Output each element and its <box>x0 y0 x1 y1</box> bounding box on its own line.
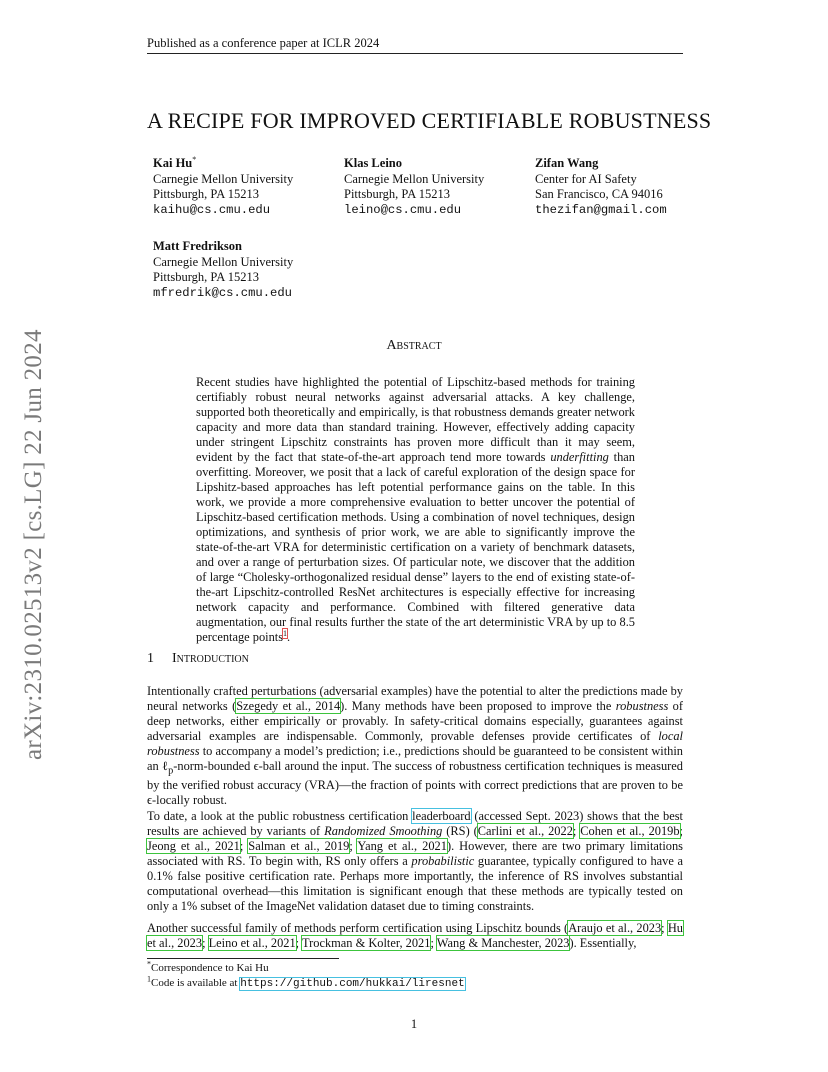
section-heading <box>147 651 249 667</box>
author-name: Kai Hu <box>153 156 193 170</box>
author-footnote-mark: * <box>192 154 197 164</box>
footnote-link[interactable]: 1 <box>283 628 288 638</box>
footnote-mark: 1 <box>147 974 151 984</box>
paper-title <box>147 108 711 134</box>
author-block <box>153 156 293 218</box>
citation-link[interactable]: Salman et al., 2019 <box>248 839 350 853</box>
intro-paragraph: Another successful family of methods perform certification using Lipschitz bounds (Araujo et al., 2023; Hu et al., 2023; Leino et al., 2021; Trockman & Kolter, 2021; Wang & Manchester, 2023). Essentially, <box>147 921 684 950</box>
title-part: ERTIFIABLE <box>436 108 569 133</box>
title-part: ECIPE FOR <box>182 108 300 133</box>
intro-paragraph <box>147 684 683 808</box>
para-text: (accessed Sept. 2023) shows that the best results are achieved by variants of <box>147 809 684 838</box>
para-text: (RS) ( <box>442 824 478 838</box>
citation-link[interactable]: Cohen et al., 2019b <box>580 824 680 838</box>
footnote <box>147 959 269 975</box>
footnote-mark: * <box>147 959 151 969</box>
author-name: Zifan Wang <box>535 156 599 170</box>
para-emphasis: probabilistic <box>411 854 475 868</box>
title-part: A <box>147 108 162 133</box>
author-affiliation: Center for AI Safety <box>535 171 637 186</box>
author-name: Klas Leino <box>344 156 402 170</box>
author-affiliation: Carnegie Mellon University <box>344 171 485 186</box>
author-name: Matt Fredrikson <box>153 239 242 253</box>
author-affiliation: Carnegie Mellon University <box>153 254 294 269</box>
para-text: To date, a look at the public robustness certification <box>147 809 413 823</box>
para-subscript: p <box>168 765 174 777</box>
para-text: to accompany a model’s prediction; i.e., predictions should be guaranteed to be consistent within an ℓ <box>147 744 683 773</box>
citation-link[interactable]: Wang & Manchester, 2023 <box>436 936 570 950</box>
author-block <box>535 156 667 218</box>
title-part: C <box>421 108 437 133</box>
intro-paragraph: To date, a look at the public robustness certification leaderboard (accessed Sept. 2023) shows that the best results are achieved by variants of Randomized Smoothing (RS) (Carlini et al., 2022; Cohen et al., 2019b; Jeong et al., 2021; Salman et al., 2019; Yang et al., 2021). However, there are two primary limitations associated with RS. To begin with, RS only offers a probabilistic guarantee, typically configured to have a 0.1% false positive certification rate. Perhaps more importantly, the inference of RS involves substantial computational overhead—this limitation is significant enough that these methods are typically tested on only a 1% subset of the ImageNet validation dataset due to timing constraints. <box>147 809 684 913</box>
para-text: ). Essentially, <box>569 936 637 950</box>
section-title: Introduction <box>172 651 249 666</box>
title-part: MPROVED <box>306 108 422 133</box>
author-block <box>153 239 293 301</box>
abstract-text: . <box>287 630 291 644</box>
header-rule <box>147 53 683 54</box>
footnote-rule <box>147 958 339 959</box>
author-email: leino@cs.cmu.edu <box>344 202 462 217</box>
author-email: kaihu@cs.cmu.edu <box>153 202 271 217</box>
para-text: guarantee, typically configured to have a 0.1% false positive certification rate. Perhaps more importantly, the inference of RS involves substantial computational overhead—this limitation is significant enough that these methods are typically tested on only a 1% subset of the ImageNet validation dataset due to timing constraints. <box>147 854 683 913</box>
para-emphasis: local robustness <box>147 729 683 758</box>
citation-link[interactable]: Trockman & Kolter, 2021 <box>302 936 431 950</box>
abstract-body <box>196 375 635 645</box>
citation-link[interactable]: Yang et al., 2021 <box>357 839 447 853</box>
arxiv-identifier: arXiv:2310.02513v2 [cs.LG] 22 Jun 2024 <box>20 329 47 760</box>
author-email: thezifan@gmail.com <box>535 202 667 217</box>
page-number: 1 <box>410 1017 418 1031</box>
title-part: OBUSTNESS <box>583 108 712 133</box>
para-text: Another successful family of methods perform certification using Lipschitz bounds ( <box>147 921 569 935</box>
citation-link[interactable]: Hu et al., 2023 <box>147 921 684 950</box>
author-address: Pittsburgh, PA 15213 <box>344 187 450 201</box>
author-email: mfredrik@cs.cmu.edu <box>153 285 292 300</box>
author-address: Pittsburgh, PA 15213 <box>153 187 259 201</box>
title-part: I <box>299 108 307 133</box>
para-text: of deep networks, either empirically or provably. In safety-critical domains especially, guarantees against adversarial examples are indispensable. Commonly, provable defenses provide certificates of <box>147 699 683 743</box>
para-text: ). Many methods have been proposed to improve the <box>340 699 616 713</box>
para-text: ). However, there are two primary limitations associated with RS. To begin with, RS only offers a <box>147 839 683 868</box>
abstract-text: Recent studies have highlighted the potential of Lipschitz-based methods for training certifiably robust neural networks against adversarial attacks. A key challenge, supported both theoretically and empirically, is that robustness demands greater network capacity and more data than standard training. However, effectively adding capacity under stringent Lipschitz constraints has proven more difficult than it may seem, evident by the fact that state-of-the-art approach tend more towards <box>196 375 635 464</box>
title-part: R <box>568 108 584 133</box>
abstract-text: than overfitting. Moreover, we posit that a lack of careful exploration of the design space for Lipshitz-based approaches has left potential performance gains on the table. In this work, we provide a more comprehensive evaluation to better uncover the potential of Lipschitz-based certification methods. Using a combination of novel techniques, design optimizations, and synthesis of prior work, we are able to significantly improve the state-of-the-art VRA for deterministic certification on a variety of benchmark datasets, and over a range of perturbation sizes. Of particular note, we discover that the addition of large “Cholesky-orthogonalized residual dense” layers to the end of existing state-of-the-art Lipschitz-controlled ResNet architectures is especially effective for increasing network capacity and performance. Combined with filtered generative data augmentation, our final results further the state of the art deterministic VRA by up to 8.5 percentage points <box>196 450 635 644</box>
author-affiliation: Carnegie Mellon University <box>153 171 294 186</box>
title-part: R <box>167 108 183 133</box>
footnote <box>147 974 465 991</box>
footnote-text: Code is available at <box>151 977 241 989</box>
para-text: -norm-bounded ϵ-ball around the input. The success of robustness certification techniques is measured by the verified robust accuracy (VRA)—the fraction of points with correct predictions that are proven to be ϵ-locally robust. <box>147 759 683 808</box>
section-number: 1 <box>147 651 154 666</box>
author-address: San Francisco, CA 94016 <box>535 187 663 201</box>
citation-link[interactable]: Szegedy et al., 2014 <box>236 699 341 713</box>
para-emphasis: robustness <box>615 699 669 713</box>
para-emphasis: Randomized Smoothing <box>324 824 443 838</box>
citation-link[interactable]: Leino et al., 2021 <box>208 936 296 950</box>
running-header: Published as a conference paper at ICLR 2024 <box>147 36 380 50</box>
footnote-text: Correspondence to Kai Hu <box>151 962 269 974</box>
leaderboard-link[interactable]: leaderboard <box>412 809 471 823</box>
citation-link[interactable]: Jeong et al., 2021 <box>147 839 240 853</box>
citation-link[interactable]: Araujo et al., 2023 <box>568 921 662 935</box>
citation-link[interactable]: Carlini et al., 2022 <box>477 824 573 838</box>
code-url-link[interactable]: https://github.com/hukkai/liresnet <box>240 978 465 990</box>
abstract-heading: Abstract <box>386 338 442 353</box>
para-text: Intentionally crafted perturbations (adversarial examples) have the potential to alter the predictions made by neural networks ( <box>147 684 683 713</box>
author-address: Pittsburgh, PA 15213 <box>153 270 259 284</box>
author-block <box>344 156 484 218</box>
abstract-emphasis: underfitting <box>550 450 609 464</box>
